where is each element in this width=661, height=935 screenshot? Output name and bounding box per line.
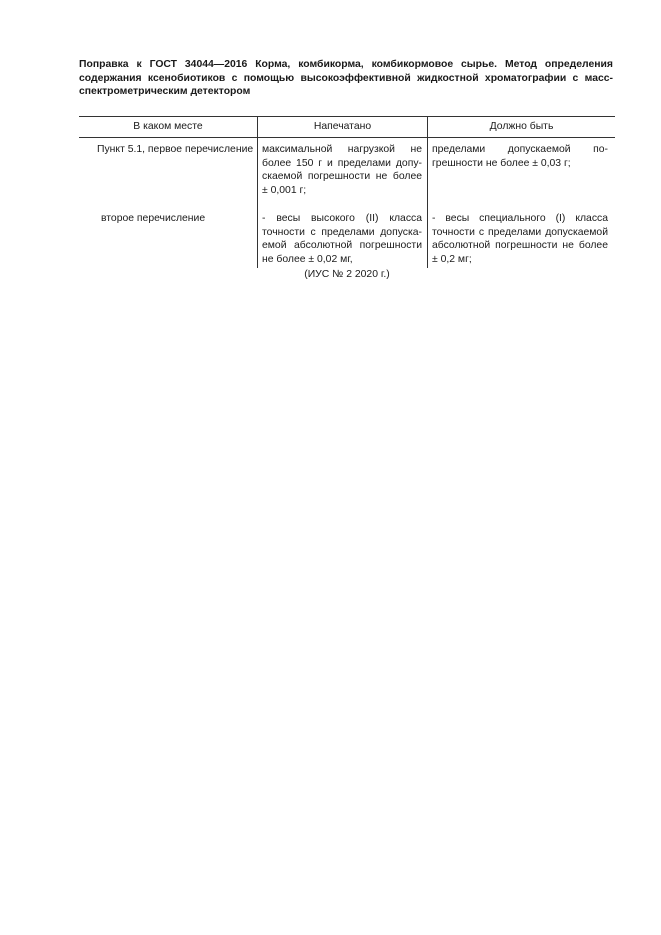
table-header-row: [79, 117, 615, 138]
cell-printed: [258, 212, 428, 268]
table-row: [79, 212, 615, 268]
cell-place: [79, 138, 258, 212]
source-note: (ИУС № 2 2020 г.): [304, 269, 390, 280]
place-text: второе перечисление: [101, 212, 206, 224]
header-should-be: Должно быть: [428, 117, 616, 138]
should-be-text: - весы специального (I) класса точности с пределами допускаемой абсолютной погрешности не более ± 0,2 мг;: [432, 212, 608, 265]
should-be-text: пределами допускаемой погрешности не более ± 0,03 г;: [432, 144, 608, 169]
cell-should-be: [428, 212, 616, 268]
corrections-table: [79, 116, 615, 268]
document-title: Поправка к ГОСТ 34044—2016 Корма, комбикорма, комбикормовое сырье. Метод определения содержания ксенобиотиков с помощью высокоэффективной жидкостной хроматографии с масс-спектрометрическим детектором: [79, 59, 613, 98]
cell-place: [79, 212, 258, 268]
cell-printed: [258, 138, 428, 212]
printed-text: максимальной нагрузкой не более 150 г и пределами допускаемой погрешности не более ± 0,001 г;: [262, 144, 422, 197]
table-row: [79, 138, 615, 212]
printed-text: - весы высокого (II) класса точности с пределами допускаемой абсолютной погрешности не более ± 0,02 мг,: [262, 212, 422, 265]
place-text: Пункт 5.1, первое перечисление: [97, 144, 254, 155]
header-printed: Напечатано: [258, 117, 428, 138]
header-place: В каком месте: [79, 117, 258, 138]
cell-should-be: [428, 138, 616, 212]
